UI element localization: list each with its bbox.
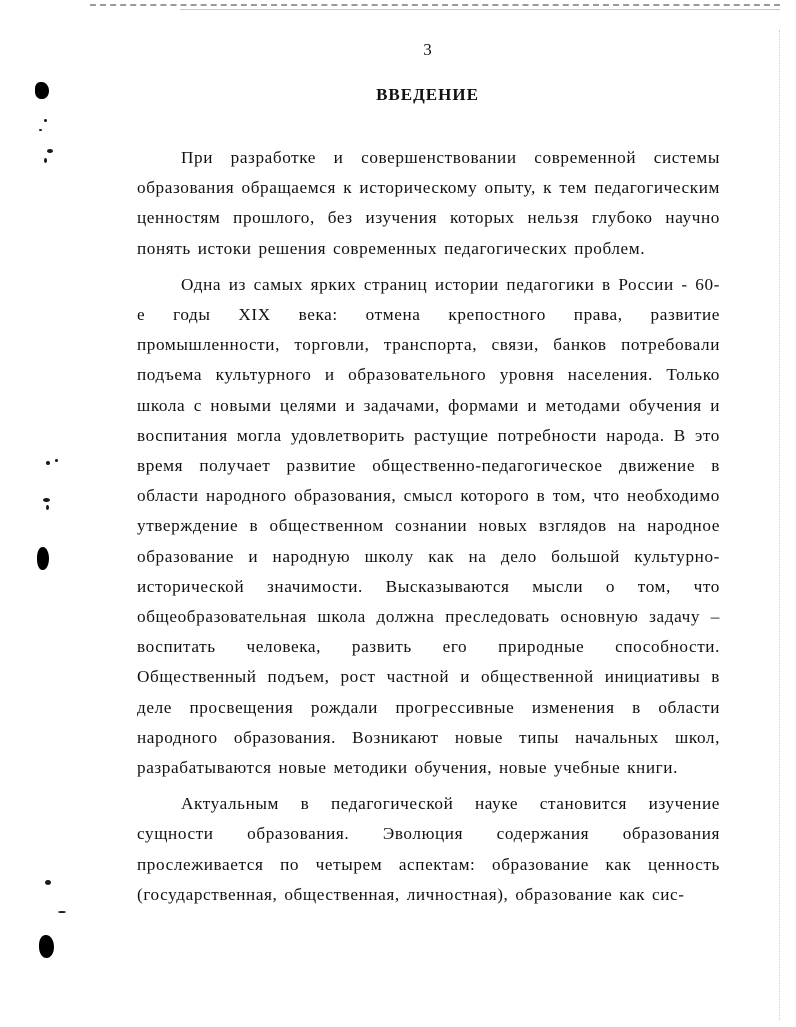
scan-speck (46, 505, 49, 510)
scan-speck (39, 129, 42, 131)
paragraph-3: Актуальным в педагогической науке становится изучение сущности образования. Эволюция содержания образования прослеживается по четырем аспектам: образование как ценность (государственная, общественная, личностная), образование как сис- (137, 794, 720, 904)
scan-speck (58, 911, 66, 913)
scan-speck (45, 880, 51, 885)
scan-speck (55, 459, 58, 462)
scan-top-rule-secondary (180, 9, 780, 10)
paragraph-1: При разработке и совершенствовании современной системы образования обращаемся к историческому опыту, к тем педагогическим ценностям прошлого, без изучения которых нельзя глубоко научно понять истоки решения современных педагогических проблем. (137, 148, 720, 258)
scan-top-rule (90, 4, 780, 6)
scan-right-edge (779, 30, 780, 1020)
section-title: ВВЕДЕНИЕ (376, 85, 479, 104)
binding-hole-mark-2 (37, 547, 49, 570)
page-number: 3 (423, 40, 432, 59)
scan-speck (44, 158, 47, 163)
scan-speck (47, 149, 53, 153)
scan-speck (46, 461, 50, 465)
body-text (137, 143, 720, 916)
scan-speck (43, 498, 50, 502)
scan-speck (44, 119, 47, 122)
binding-hole-mark-3 (39, 935, 54, 958)
paragraph-2: Одна из самых ярких страниц истории педагогики в России - 60-е годы XIX века: отмена крепостного права, развитие промышленности, торговли, транспорта, связи, банков потребовали подъема культурного и образовательного уровня населения. Только школа с новыми целями и задачами, формами и методами обучения и воспитания могла удовлетворить растущие потребности народа. В это время получает развитие общественно-педагогическое движение в области народного образования, смысл которого в том, что необходимо утверждение в общественном сознании новых взглядов на народное образование и народную школу как на дело большой культурно-исторической значимости. Высказываются мысли о том, что общеобразовательная школа должна преследовать основную задачу – воспитать человека, развить его природные способности. Общественный подъем, рост частной и общественной инициативы в деле просвещения рождали прогрессивные изменения в области народного образования. Возникают новые типы начальных школ, разрабатываются новые методики обучения, новые учебные книги. (137, 274, 720, 778)
